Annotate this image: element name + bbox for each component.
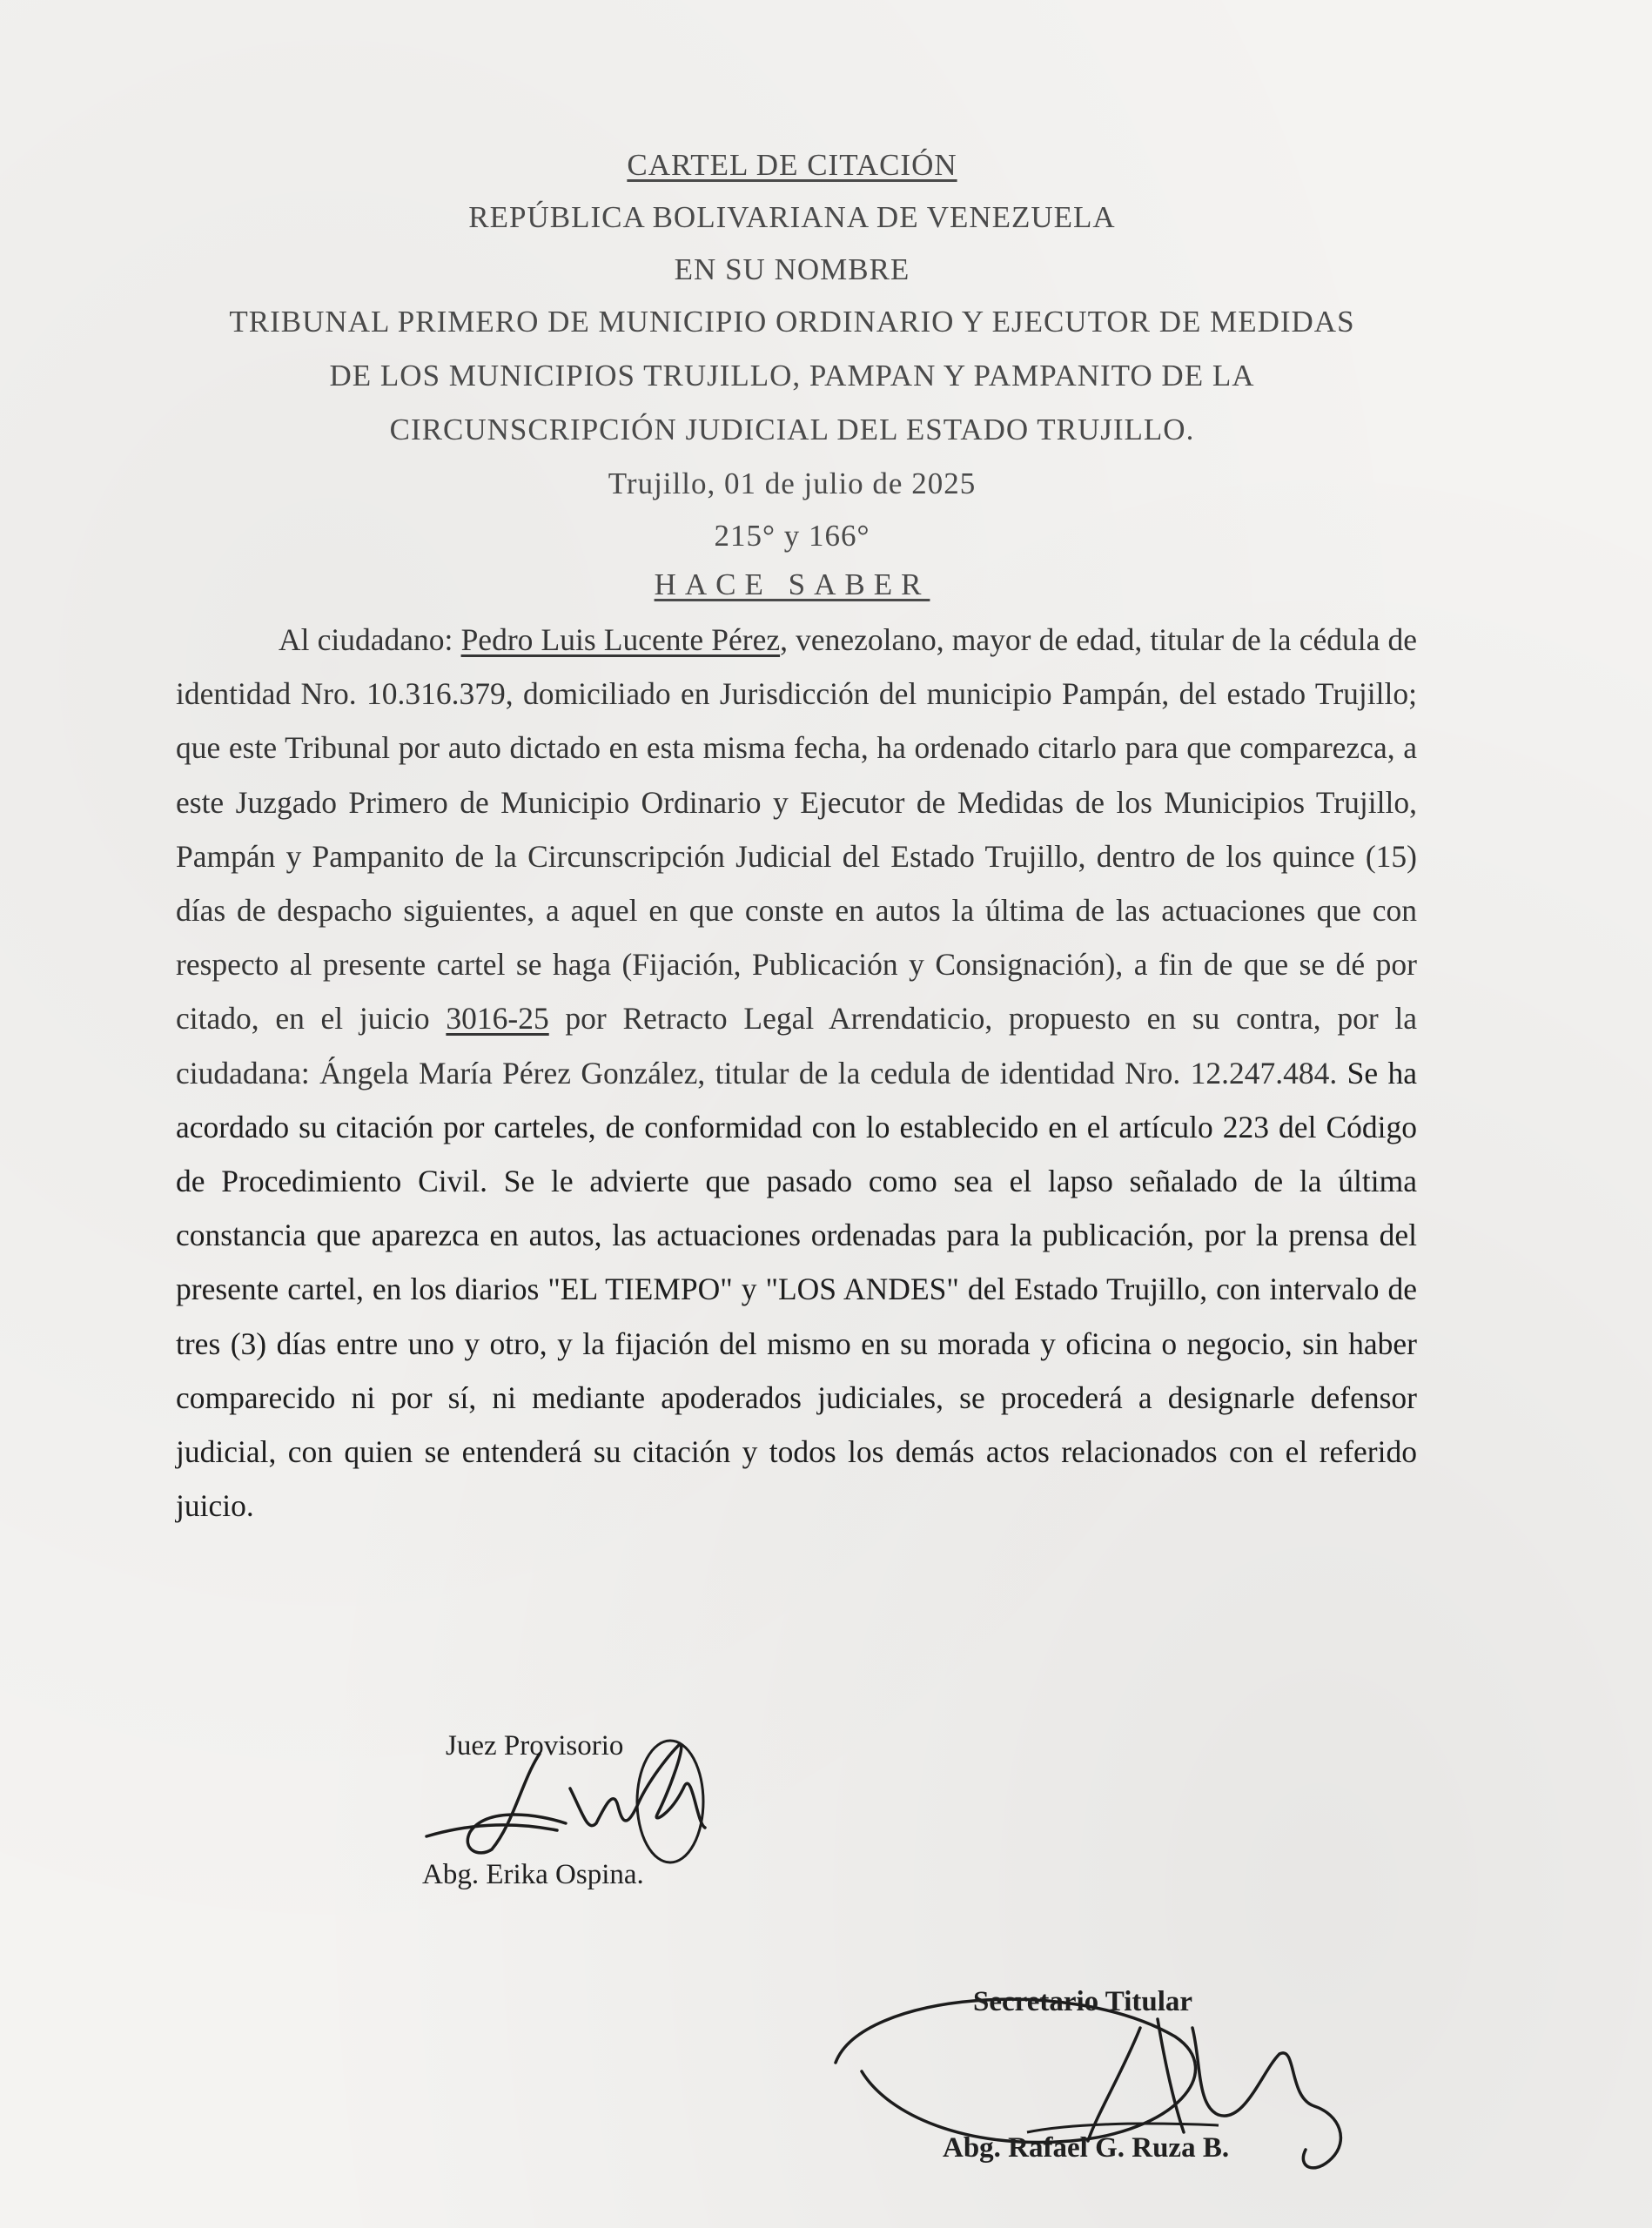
tribunal-line-1: TRIBUNAL PRIMERO DE MUNICIPIO ORDINARIO Y EJECUTOR DE MEDIDAS [229,305,1355,339]
secretary-name: Abg. Rafael G. Ruza B. [943,2132,1230,2164]
body-intro: Al ciudadano: [279,622,461,657]
secretary-title: Secretario Titular [973,1986,1193,2017]
republic-line: REPÚBLICA BOLIVARIANA DE VENEZUELA [468,200,1116,234]
document-header [157,139,1427,611]
place-date: Trujillo, 01 de julio de 2025 [608,466,977,500]
body-part-2: por Retracto Legal Arrendaticio, propuesto en su contra, por la ciudadana: Ángela María Pérez González, titular de la cedula de identidad Nro. 12.247.484. [176,1001,1417,1091]
judge-signature-mark [409,1719,722,1867]
body-part-1: , venezolano, mayor de edad, titular de la cédula de identidad Nro. 10.316.379, domiciliado en Jurisdicción del municipio Pampán, del estado Trujillo; que este Tribunal por auto dictado en esta misma fecha, ha ordenado citarlo para que comparezca, a este Juzgado Primero de Municipio Ordinario y Ejecutor de Medidas de los Municipios Trujillo, Pampán y Pampanito de la Circunscripción Judicial del Estado Trujillo, dentro de los quince (15) días de despacho siguientes, a aquel en que conste en autos la última de las actuaciones que con respecto al presente cartel se haga (Fijación, Publicación y Consignación), a fin de que se dé por citado, en el juicio [176,622,1417,1037]
in-name-line: EN SU NOMBRE [674,252,910,286]
judge-name: Abg. Erika Ospina. [422,1859,644,1890]
years-line: 215° y 166° [714,519,870,553]
judge-title: Juez Provisorio [446,1730,624,1762]
document-title: CARTEL DE CITACIÓN [627,148,957,182]
citizen-name: Pedro Luis Lucente Pérez [460,622,781,657]
case-number: 3016-25 [446,1001,549,1037]
tribunal-line-2: DE LOS MUNICIPIOS TRUJILLO, PAMPAN Y PAMPANITO DE LA [329,359,1255,393]
tribunal-line-3: CIRCUNSCRIPCIÓN JUDICIAL DEL ESTADO TRUJILLO. [389,413,1195,446]
hace-saber-heading: HACE SABER [654,567,930,601]
body-part-3: Se ha acordado su citación por carteles, de conformidad con lo establecido en el artículo 223 del Código de Procedimiento Civil. Se le advierte que pasado como sea el lapso señalado de la última constancia que aparezca en autos, las actuaciones ordenadas para la publicación, por la prensa del presente cartel, en los diarios "EL TIEMPO" y "LOS ANDES" del Estado Trujillo, con intervalo de tres (3) días entre uno y otro, y la fijación del mismo en su morada y oficina o negocio, sin haber comparecido ni por sí, ni mediante apoderados judiciales, se procederá a designarle defensor judicial, con quien se entenderá su citación y todos los demás actos relacionados con el referido juicio. [176,1055,1417,1524]
citation-body [176,613,1417,1533]
